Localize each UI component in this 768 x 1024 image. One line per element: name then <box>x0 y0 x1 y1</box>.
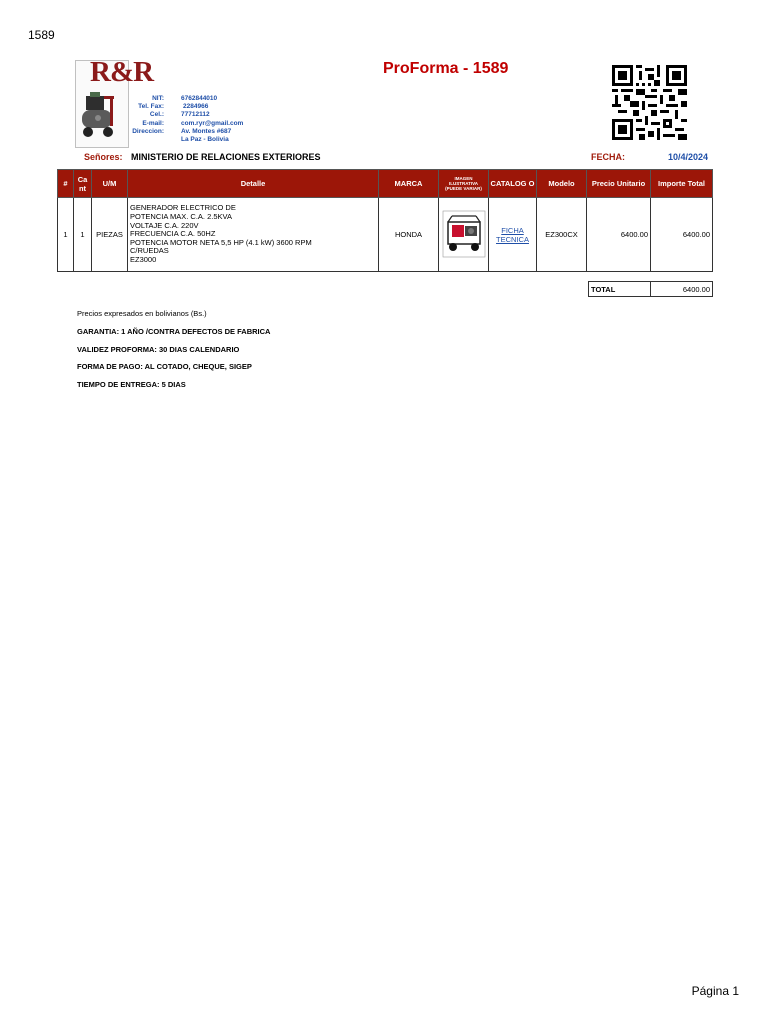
row-model: EZ300CX <box>537 198 587 272</box>
total-value: 6400.00 <box>651 282 713 297</box>
header-unit-price: Precio Unitario <box>587 170 651 198</box>
generator-icon <box>442 210 486 258</box>
items-table <box>57 169 713 272</box>
city-value: La Paz - Bolivia <box>181 136 229 143</box>
email-label: E-mail: <box>142 120 164 127</box>
header-number: # <box>58 170 74 198</box>
qr-code-icon <box>612 65 687 140</box>
air-compressor-icon <box>78 84 122 140</box>
table-row <box>58 198 713 272</box>
note-payment: FORMA DE PAGO: AL COTADO, CHEQUE, SIGEP <box>77 362 252 371</box>
cell-value: 77712112 <box>181 111 210 118</box>
row-unit: PIEZAS <box>92 198 128 272</box>
header-total: Importe Total <box>651 170 713 198</box>
row-total: 6400.00 <box>651 198 713 272</box>
table-header-row <box>58 170 713 198</box>
company-logo: R&R <box>90 56 154 88</box>
date-value: 10/4/2024 <box>668 152 709 162</box>
cell-label: Cel.: <box>149 111 164 118</box>
row-brand: HONDA <box>379 198 439 272</box>
row-quantity: 1 <box>74 198 92 272</box>
header-unit: U/M <box>92 170 128 198</box>
document-number: 1589 <box>28 28 55 42</box>
nit-label: NIT: <box>152 95 164 102</box>
email-value: com.ryr@gmail.com <box>181 120 244 127</box>
header-catalog: CATALOG O <box>489 170 537 198</box>
note-validity: VALIDEZ PROFORMA: 30 DIAS CALENDARIO <box>77 345 240 354</box>
page-number: Página 1 <box>691 984 739 998</box>
total-row <box>589 282 713 297</box>
document-title: ProForma - 1589 <box>383 60 509 77</box>
note-currency: Precios expresados en bolivianos (Bs.) <box>77 309 207 318</box>
row-number: 1 <box>58 198 74 272</box>
header-model: Modelo <box>537 170 587 198</box>
header-brand: MARCA <box>379 170 439 198</box>
client-name: MINISTERIO DE RELACIONES EXTERIORES <box>131 152 321 162</box>
address-label: Direccion: <box>132 128 164 135</box>
tel-fax-value: 2284966 <box>183 103 209 110</box>
note-delivery: TIEMPO DE ENTREGA: 5 DIAS <box>77 380 186 389</box>
date-label: FECHA: <box>591 152 625 162</box>
total-label: TOTAL <box>589 282 651 297</box>
note-warranty: GARANTIA: 1 AÑO /CONTRA DEFECTOS DE FABRICA <box>77 327 271 336</box>
row-detail: GENERADOR ELECTRICO DE POTENCIA MAX. C.A. 2.5KVA VOLTAJE C.A. 220V FRECUENCIA C.A. 50HZ POTENCIA MOTOR NETA 5,5 HP (4.1 kW) 3600 RPM C/RUEDAS EZ3000 <box>128 198 379 272</box>
row-image <box>439 198 489 272</box>
nit-value: 6762844010 <box>181 95 218 102</box>
row-catalog <box>489 198 537 272</box>
row-unit-price: 6400.00 <box>587 198 651 272</box>
total-table <box>588 281 713 297</box>
address-value: Av. Montes #687 <box>181 128 232 135</box>
catalog-link[interactable]: FICHA TECNICA <box>496 225 529 244</box>
header-quantity: Ca nt <box>74 170 92 198</box>
client-label: Señores: <box>84 152 123 162</box>
header-detail: Detalle <box>128 170 379 198</box>
header-image: IMAGEN ILUSTRATIVA (PUEDE VARIAR) <box>439 170 489 198</box>
tel-fax-label: Tel. Fax: <box>138 103 164 110</box>
